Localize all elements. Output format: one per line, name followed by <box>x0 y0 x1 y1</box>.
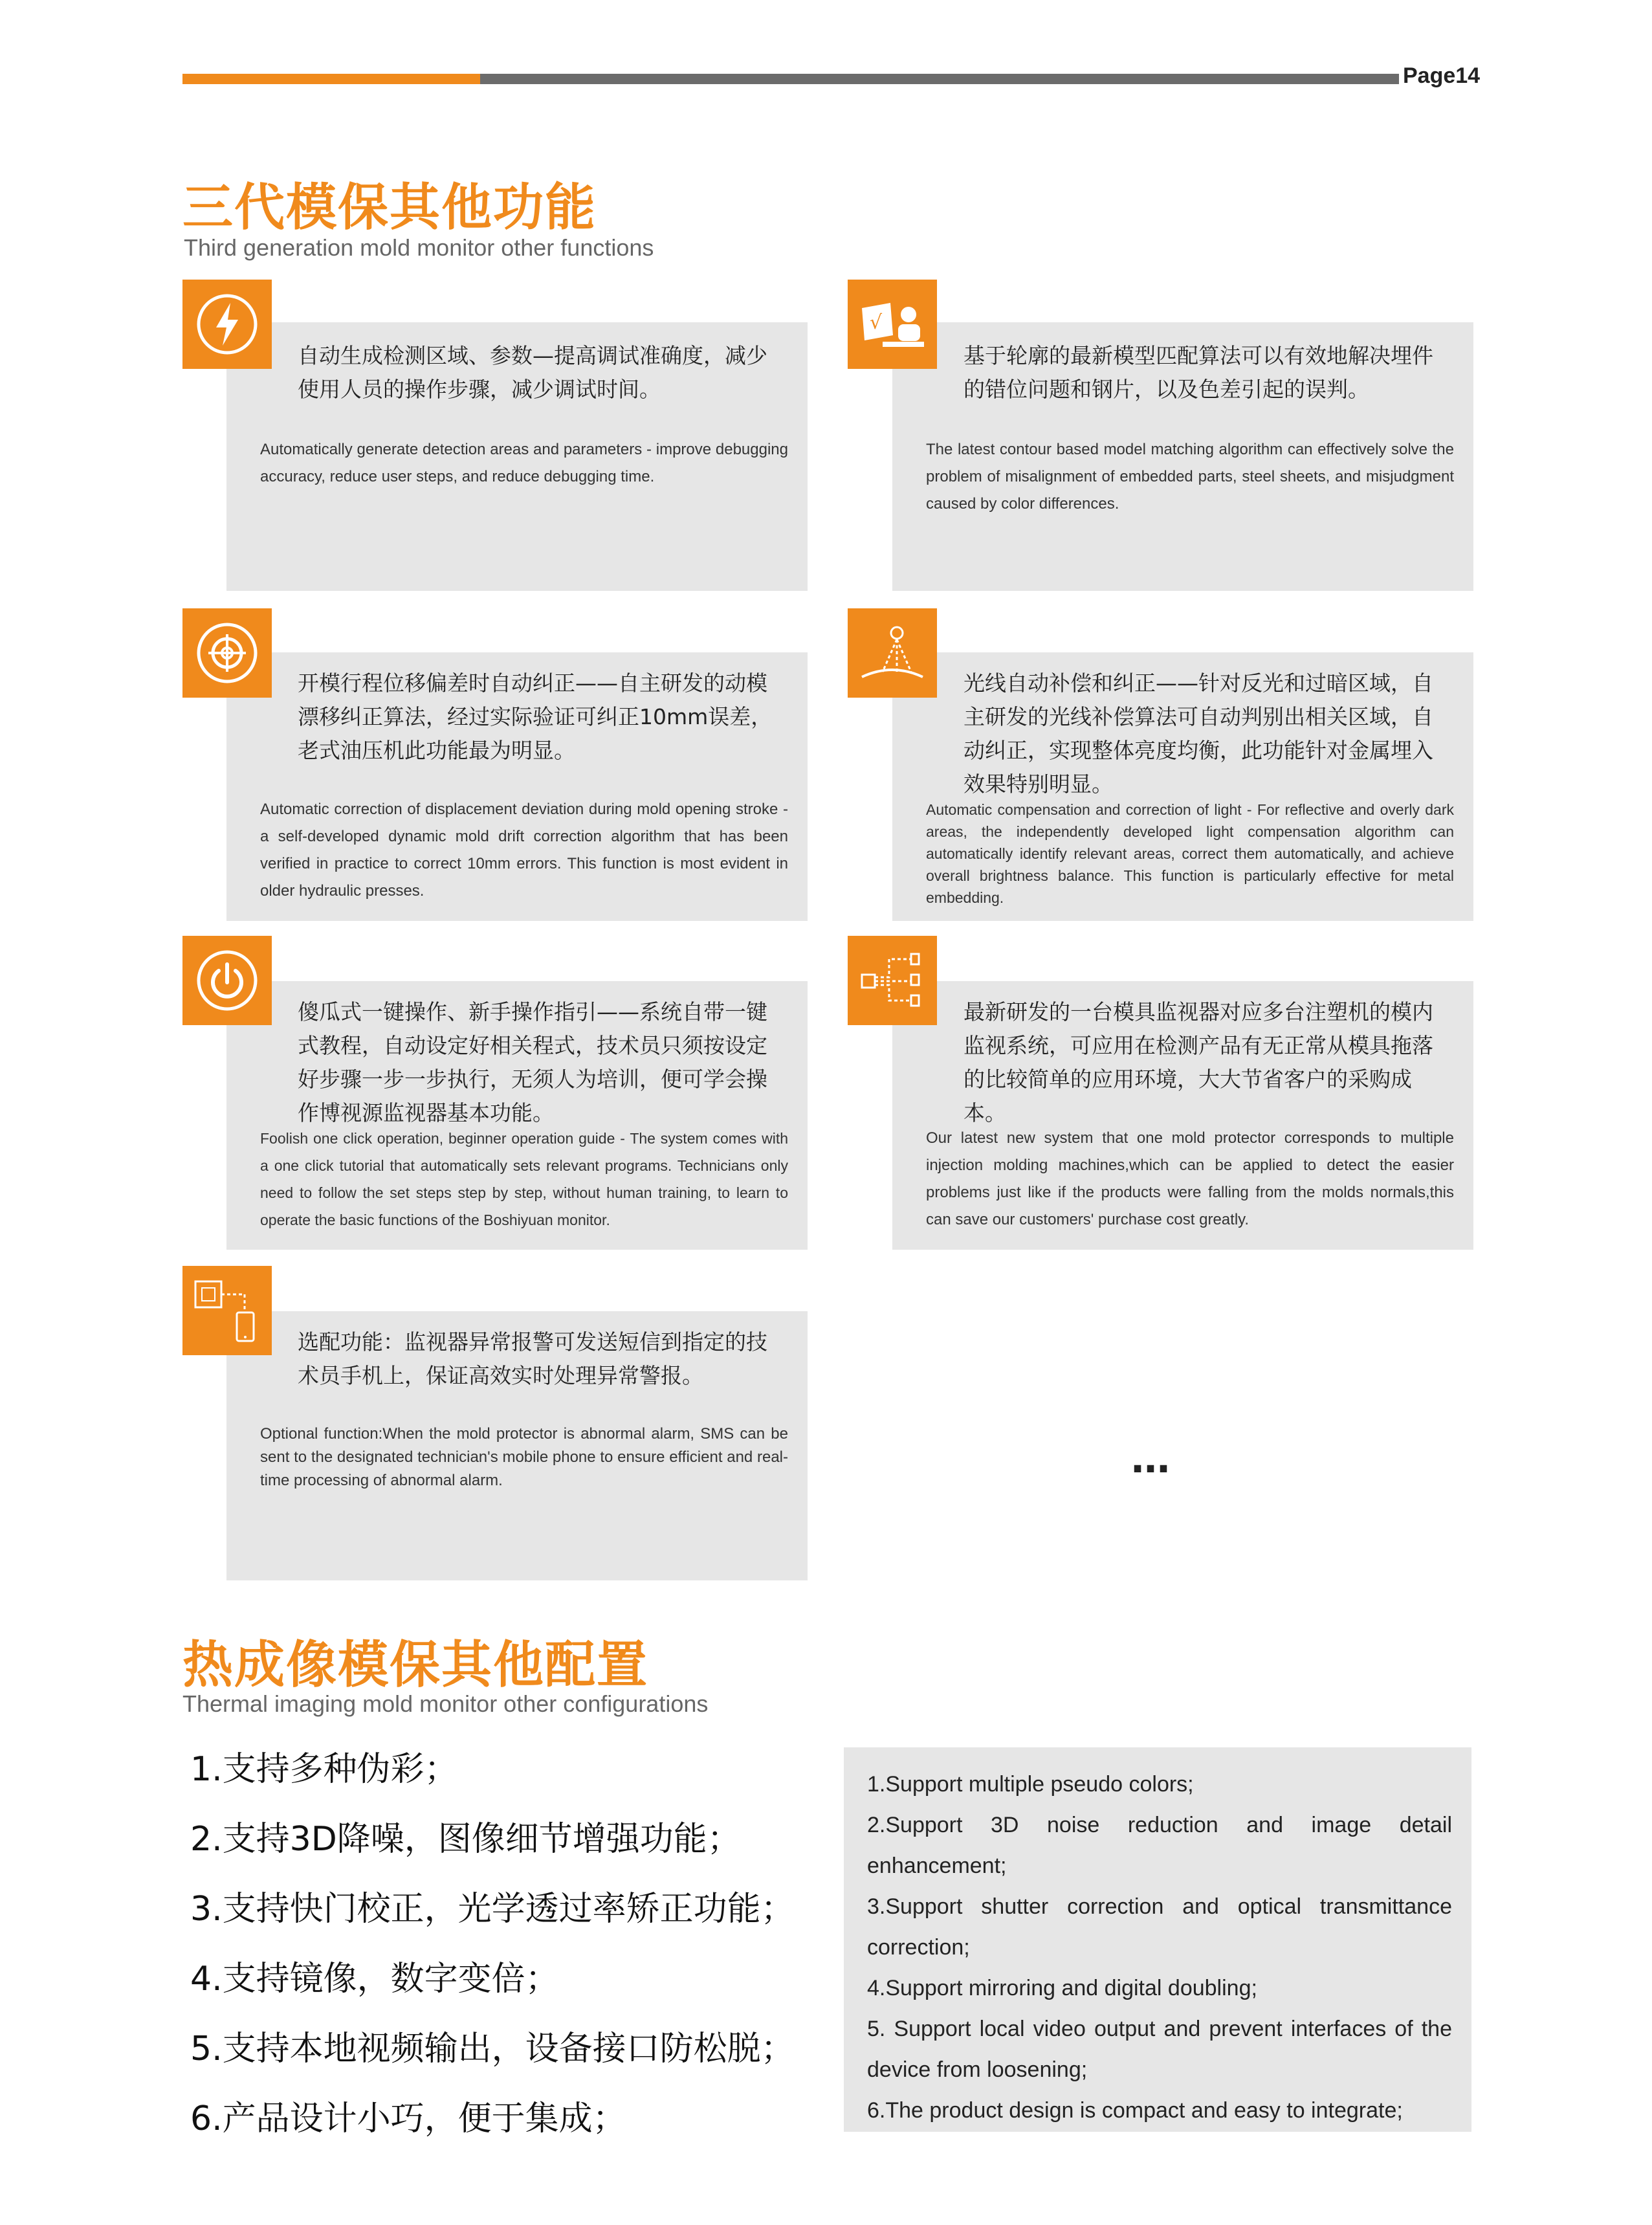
list-item: 5. Support local video output and prevent interfaces of the device from loosening; <box>867 2017 1452 2082</box>
feature-en-text: Foolish one click operation, beginner operation guide - The system comes with a one click tutorial that automatically sets relevant programs. Technicians only need to follow the set steps step by step, without human training, to learn to operate the basic functions of the Boshiyuan monitor. <box>260 1130 788 1228</box>
feature-card-drift-correction <box>226 652 808 921</box>
config-list-zh <box>190 1734 795 2154</box>
list-item: 2.支持3D降噪，图像细节增强功能； <box>190 1820 741 1859</box>
feature-icon-box <box>182 280 272 369</box>
page-number: Page14 <box>1403 63 1481 88</box>
multi-machine-icon <box>857 945 928 1016</box>
list-item: 2.Support 3D noise reduction and image detail enhancement; <box>867 1813 1452 1878</box>
feature-card-contour-match <box>892 322 1473 591</box>
feature-card-multi-machine <box>892 981 1473 1250</box>
list-item: 1.支持多种伪彩； <box>190 1750 458 1789</box>
light-compensation-icon <box>857 617 928 689</box>
section-subtitle: Third generation mold monitor other functions <box>184 234 654 261</box>
list-item: 6.产品设计小巧，便于集成； <box>190 2099 626 2138</box>
list-item: 6.The product design is compact and easy to integrate; <box>867 2098 1403 2123</box>
list-item: 4.Support mirroring and digital doubling; <box>867 1976 1257 2000</box>
list-item: 3.Support shutter correction and optical transmittance correction; <box>867 1894 1452 1960</box>
config-list-en <box>844 1747 1471 2132</box>
list-item: 3.支持快门校正，光学透过率矫正功能； <box>190 1890 795 1929</box>
feature-zh-text: 傻瓜式一键操作、新手操作指引——系统自带一键式教程，自动设定好相关程式，技术员只须按设定好步骤一步一步执行，无须人为培训，便可学会操作博视源监视器基本功能。 <box>298 999 767 1125</box>
feature-zh-text: 光线自动补偿和纠正——针对反光和过暗区域，自主研发的光线补偿算法可自动判别出相关区域，自动纠正，实现整体亮度均衡，此功能针对金属埋入效果特别明显。 <box>964 670 1433 797</box>
feature-icon-box <box>848 280 937 369</box>
feature-card-auto-detect <box>226 322 808 591</box>
contour-match-icon <box>857 289 928 360</box>
list-item: 1.Support multiple pseudo colors; <box>867 1772 1194 1797</box>
feature-icon-box <box>848 936 937 1025</box>
section-title: 三代模保其他功能 <box>182 179 597 237</box>
feature-card-one-click <box>226 981 808 1250</box>
feature-zh-text: 开模行程位移偏差时自动纠正——自主研发的动模漂移纠正算法，经过实际验证可纠正10mm误差，老式油压机此功能最为明显。 <box>298 670 773 763</box>
feature-zh-text: 选配功能：监视器异常报警可发送短信到指定的技术员手机上，保证高效实时处理异常警报。 <box>298 1329 767 1388</box>
feature-zh-text: 最新研发的一台模具监视器对应多台注塑机的模内监视系统，可应用在检测产品有无正常从模具拖落的比较简单的应用环境，大大节省客户的采购成本。 <box>964 999 1433 1125</box>
svg-text:√: √ <box>870 311 883 334</box>
target-icon <box>192 617 263 689</box>
feature-icon-box <box>182 608 272 698</box>
section-title: 热成像模保其他配置 <box>182 1636 649 1694</box>
lightning-icon <box>192 289 263 360</box>
header-gray-bar <box>480 74 1399 84</box>
feature-en-text: The latest contour based model matching algorithm can effectively solve the problem of misalignment of embedded parts, steel sheets, and misjudgment caused by color differences. <box>926 441 1454 513</box>
feature-en-text: Automatic correction of displacement deviation during mold opening stroke - a self-developed dynamic mold drift correction algorithm that has been verified in practice to correct 10mm errors. This function is most evident in older hydraulic presses. <box>260 801 788 900</box>
list-item: 5.支持本地视频输出，设备接口防松脱； <box>190 2030 795 2068</box>
sms-alarm-icon <box>192 1275 263 1346</box>
header-accent-bar <box>182 74 480 84</box>
feature-icon-box <box>182 1266 272 1355</box>
feature-en-text: Automatically generate detection areas and parameters - improve debugging accuracy, reduce user steps, and reduce debugging time. <box>260 441 788 485</box>
feature-card-light-compensation <box>892 652 1473 921</box>
feature-en-text: Optional function:When the mold protector is abnormal alarm, SMS can be sent to the designated technician's mobile phone to ensure efficient and real-time processing of abnormal alarm. <box>260 1425 788 1489</box>
feature-en-text: Our latest new system that one mold protector corresponds to multiple injection molding machines,which can be applied to detect the easier problems just like if the products were falling from the molds normals,this can save our customers' purchase cost greatly. <box>926 1129 1454 1228</box>
feature-card-sms-alarm <box>226 1311 808 1580</box>
list-item: 4.支持镜像，数字变倍； <box>190 1960 559 1998</box>
section-subtitle: Thermal imaging mold monitor other configurations <box>182 1690 709 1717</box>
feature-zh-text: 自动生成检测区域、参数—提高调试准确度，减少使用人员的操作步骤，减少调试时间。 <box>298 343 767 402</box>
feature-icon-box <box>182 936 272 1025</box>
feature-en-text: Automatic compensation and correction of light - For reflective and overly dark areas, the independently developed light compensation algorithm can automatically identify relevant areas, correct them automatically, and achieve overall brightness balance. This function is particularly effective for metal embedding. <box>926 801 1454 906</box>
power-icon <box>192 945 263 1016</box>
feature-zh-text: 基于轮廓的最新模型匹配算法可以有效地解决埋件的错位问题和钢片，以及色差引起的误判。 <box>964 343 1433 402</box>
more-indicator: … <box>1131 1437 1174 1482</box>
feature-icon-box <box>848 608 937 698</box>
